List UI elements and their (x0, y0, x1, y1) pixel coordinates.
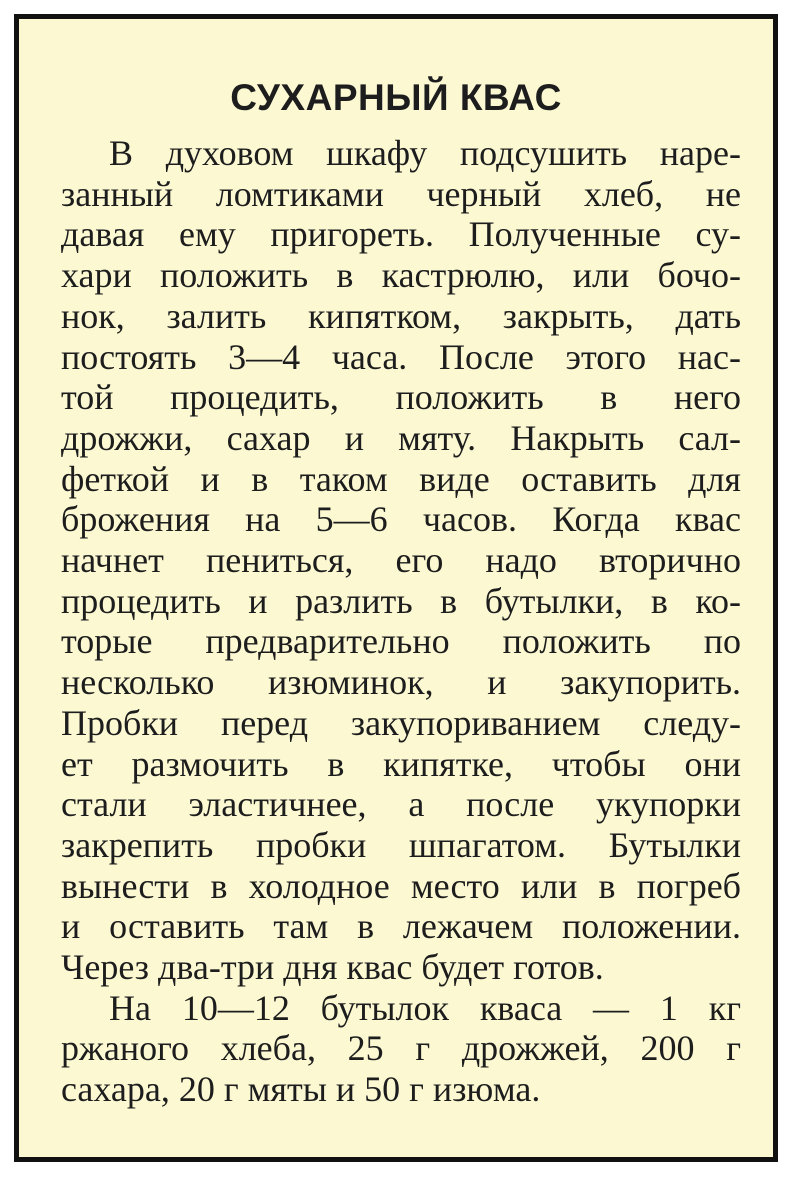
text-line: закрепить пробки шпагатом. Бутылки (61, 824, 741, 865)
text-line: сахара, 20 г мяты и 50 г изюма. (61, 1069, 541, 1110)
instructions-paragraph (61, 133, 741, 988)
text-line: процедить и разлить в бутылки, в ко- (61, 580, 741, 621)
text-line: ржаного хлеба, 25 г дрожжей, 200 г (61, 1028, 741, 1069)
text-line: несколько изюминок, и закупорить. (61, 662, 741, 703)
recipe-title: СУХАРНЫЙ КВАС (230, 77, 562, 118)
text-line: начнет пениться, его надо вторично (61, 540, 741, 581)
text-line: постоять 3—4 часа. После этого нас- (61, 336, 741, 377)
text-line: феткой и в таком виде оставить для (61, 458, 741, 499)
text-line: давая ему пригореть. Полученные су- (61, 214, 741, 255)
text-line: В духовом шкафу подсушить наре- (109, 133, 741, 173)
text-line: занный ломтиками черный хлеб, не (61, 173, 741, 214)
text-line: ет размочить в кипятке, чтобы они (61, 743, 741, 784)
text-line: дрожжи, сахар и мяту. Накрыть сал- (61, 417, 741, 458)
text-line: стали эластичнее, а после укупорки (61, 784, 741, 825)
text-line: и оставить там в лежачем положении. (61, 906, 741, 947)
text-line: брожения на 5—6 часов. Когда квас (61, 499, 741, 540)
text-line: Через два-три дня квас будет готов. (61, 947, 604, 988)
text-line: На 10—12 бутылок кваса — 1 кг (109, 987, 741, 1028)
text-line: той процедить, положить в него (61, 377, 741, 418)
recipe-body (61, 133, 741, 1110)
recipe-card (14, 14, 778, 1162)
text-line: Пробки перед закупориванием следу- (61, 702, 741, 743)
text-line: торые предварительно положить по (61, 621, 741, 662)
text-line: хари положить в кастрюлю, или бочо- (61, 255, 741, 296)
ingredients-paragraph (61, 988, 741, 1110)
text-line: вынести в холодное место или в погреб (61, 865, 741, 906)
text-line: нок, залить кипятком, закрыть, дать (61, 295, 741, 336)
